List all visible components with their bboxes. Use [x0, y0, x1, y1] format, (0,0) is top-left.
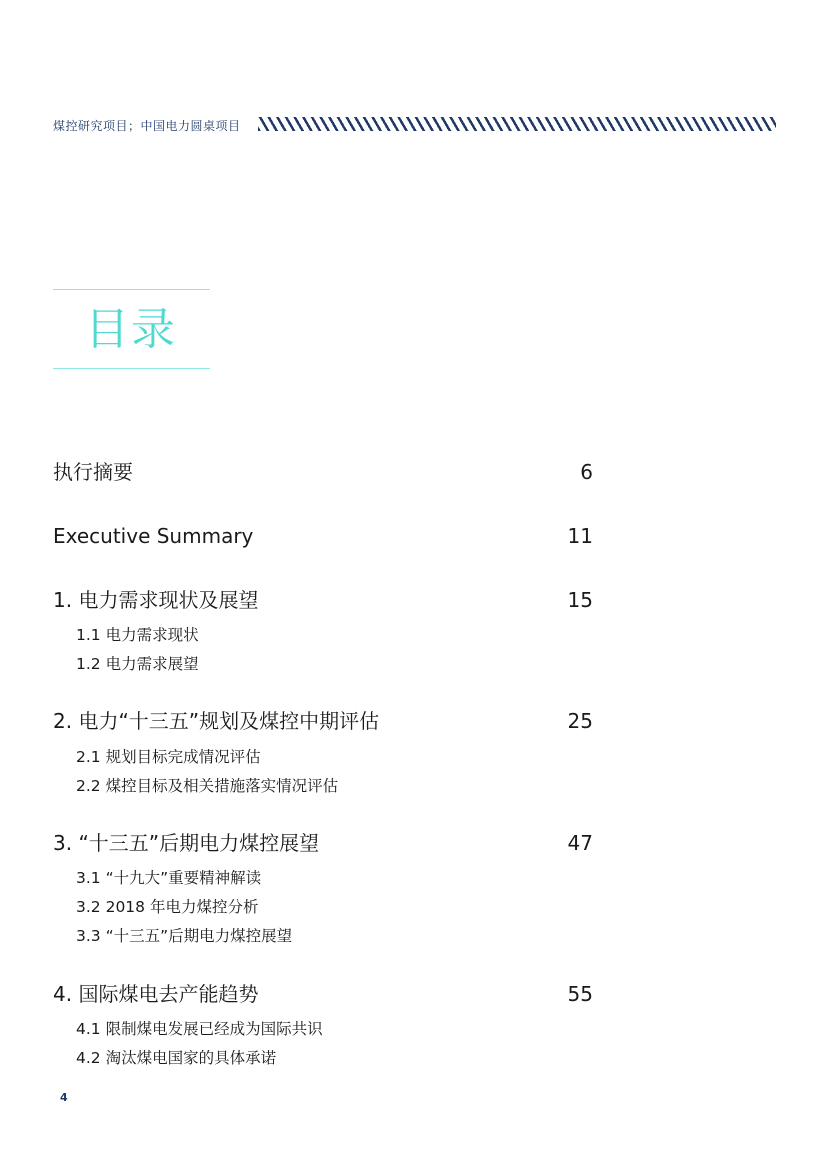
toc-entry-page: 15	[567, 588, 593, 612]
toc-entry-label: 2. 电力“十三五”规划及煤控中期评估	[53, 709, 380, 733]
running-header-text: 煤控研究项目；中国电力圆桌项目	[53, 119, 241, 133]
toc-entry-label: 1. 电力需求现状及展望	[53, 588, 259, 612]
header-hatch-decoration	[258, 117, 776, 131]
toc-subentry[interactable]: 2.1 规划目标完成情况评估	[76, 748, 261, 766]
toc-subentry[interactable]: 3.3 “十三五”后期电力煤控展望	[76, 927, 293, 945]
toc-entry-page: 6	[580, 460, 593, 484]
toc-subentry[interactable]: 3.1 “十九大”重要精神解读	[76, 869, 262, 887]
toc-entry-executive-summary-en[interactable]	[53, 521, 593, 551]
toc-subentry[interactable]: 3.2 2018 年电力煤控分析	[76, 898, 259, 916]
toc-entry-page: 55	[567, 982, 593, 1006]
toc-entry-label: 4. 国际煤电去产能趋势	[53, 982, 259, 1006]
toc-entry-chapter-1[interactable]	[53, 585, 593, 615]
toc-subentry[interactable]: 2.2 煤控目标及相关措施落实情况评估	[76, 777, 339, 795]
toc-entry-chapter-3[interactable]	[53, 828, 593, 858]
toc-subentry[interactable]: 1.2 电力需求展望	[76, 655, 199, 673]
toc-entry-chapter-4[interactable]	[53, 979, 593, 1009]
toc-subentry[interactable]: 4.1 限制煤电发展已经成为国际共识	[76, 1020, 323, 1038]
toc-entry-executive-summary-cn[interactable]	[53, 457, 593, 487]
toc-entry-page: 25	[567, 709, 593, 733]
toc-subentry[interactable]: 1.1 电力需求现状	[76, 626, 199, 644]
toc-entry-label: Executive Summary	[53, 524, 254, 548]
toc-entry-page: 11	[567, 524, 593, 548]
toc-subentry[interactable]: 4.2 淘汰煤电国家的具体承诺	[76, 1049, 277, 1067]
toc-entry-label: 3. “十三五”后期电力煤控展望	[53, 831, 320, 855]
toc-entry-chapter-2[interactable]	[53, 706, 593, 736]
toc-entry-label: 执行摘要	[53, 460, 133, 484]
page-number: 4	[60, 1091, 68, 1104]
toc-title-box	[53, 289, 210, 369]
toc-title: 目录	[85, 304, 177, 355]
toc-entry-page: 47	[567, 831, 593, 855]
